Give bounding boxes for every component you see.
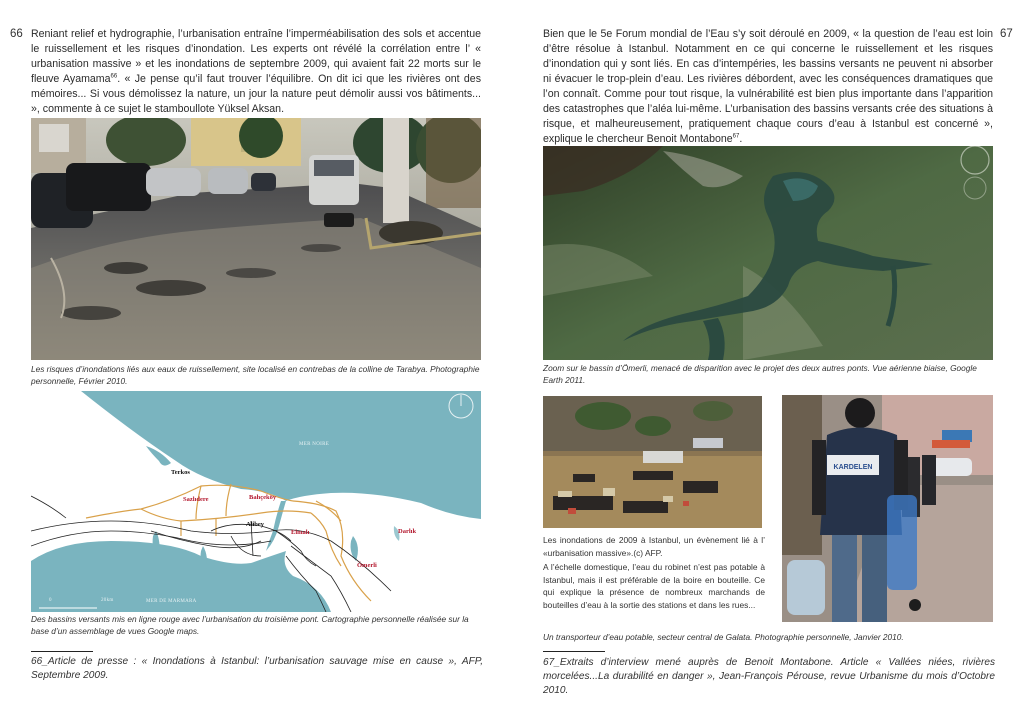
caption-omerli: Zoom sur le bassin d’Ömerli, menacé de disparition avec le projet des deux autres ponts. Vue aérienne biaise, Google Earth 2011. bbox=[543, 363, 977, 386]
caption-flooded-street: Les risques d’inondations liés aux eaux de ruissellement, site localisé en contrebas de la colline de Tarabya. Photographie personnelle, Février 2010. bbox=[31, 364, 480, 387]
footnote-ref-66[interactable]: 66 bbox=[110, 73, 118, 80]
photo-omerli-aerial bbox=[543, 146, 993, 360]
label-bahcekoy: Bahçeköy bbox=[249, 494, 277, 501]
photo-water-carrier bbox=[782, 395, 993, 622]
page-number-right: 67 bbox=[1000, 28, 1013, 40]
aerial-photo-illustration bbox=[543, 146, 993, 360]
right-paragraph-text-end: . bbox=[739, 133, 743, 145]
side-text-bottled-water: A l’échelle domestique, l’eau du robinet n’est pas potable à Istanbul, mais il est préférable de la boire en bouteille. Ce qui explique la présence de nombreux marchands de bouteilles d’eau à la sortie des stations et dans les rues... bbox=[543, 562, 765, 610]
caption-flood-2009: Les inondations de 2009 à Istanbul, un évènement lié à l’ «urbanisation massive».(c) AFP. bbox=[543, 535, 765, 558]
sea-black-sea bbox=[81, 391, 481, 519]
map-watersheds bbox=[31, 391, 481, 612]
photo-flood-2009 bbox=[543, 396, 762, 528]
label-elmali: Elmalı bbox=[291, 529, 310, 536]
footnote-rule-right bbox=[543, 651, 605, 652]
street-photo-illustration bbox=[31, 118, 481, 360]
caption-map: Des bassins versants mis en ligne rouge avec l’urbanisation du troisième pont. Cartographie personnelle réalisée sur la base d’un assemblage de vues Google maps. bbox=[31, 614, 469, 637]
scale-start: 0 bbox=[49, 598, 52, 603]
footnote-66: 66_Article de presse : « Inondations à Istanbul: l’urbanisation sauvage mise en cause », AFP, Septembre 2009. bbox=[31, 656, 483, 681]
footnote-rule-left bbox=[31, 651, 93, 652]
footnote-ref-67[interactable]: 67 bbox=[732, 133, 740, 140]
left-paragraph bbox=[31, 27, 481, 117]
label-omerli: Ömerli bbox=[357, 562, 377, 569]
label-darlik: Darlık bbox=[398, 528, 417, 535]
scale-end: 20km bbox=[101, 598, 114, 603]
caption-water-carrier: Un transporteur d’eau potable, secteur central de Galata. Photographie personnelle, Janvier 2010. bbox=[543, 632, 904, 642]
label-alibey: Alibey bbox=[246, 521, 265, 528]
label-mer-de-marmara: MER DE MARMARA bbox=[146, 599, 197, 604]
footnote-67: 67_Extraits d’interview mené auprès de Benoit Montabone. Article « Vallées niées, rivières morcelées...La durabilité en danger », Jean-François Pérouse, revue Urbanisme du mois d’Octobre 2010. bbox=[543, 657, 995, 696]
flood-photo-illustration bbox=[543, 396, 762, 528]
label-mer-noire: MER NOIRE bbox=[299, 442, 330, 447]
vest-logo: KARDELEN bbox=[833, 464, 873, 471]
page-number-left: 66 bbox=[10, 28, 23, 40]
left-paragraph-text: Reniant relief et hydrographie, l’urbanisation entraîne l’imperméabilisation des sols et accentue le ruissellement et les risques d’inondation. Les experts ont révélé la corrélation entre l’ « urbanisation massive » et les inondations de septembre 2009, qui avaient fait 22 morts sur le fleuve Ayamama bbox=[31, 28, 481, 85]
water-carrier-illustration bbox=[782, 395, 993, 622]
right-paragraph-text: Bien que le 5e Forum mondial de l’Eau s’y soit déroulé en 2009, « la question de l’eau est loin d’être résolue à Istanbul. Notamment en ce qui concerne le ruissellement et les risques d’inondation qui y sont liés. En cas d’intempéries, les bassins versants ne peuvent ni absorber ni évacuer le trop-plein d’eau. Les rivières débordent, avec les conséquences dramatiques que l’on connaît. Comme pour tout risque, la vulnérabilité est bien plus importante dans l’apparition des catastrophes que l’aléa lui-même. L’urbanisation des bassins versants crée des situations à risque, et malheureusement, pratiquement chaque cours d’eau à Istanbul est concerné », explique le chercheur Benoit Montabone bbox=[543, 28, 993, 145]
label-terkos: Terkos bbox=[171, 469, 190, 476]
left-paragraph-text-end: . « Je pense qu’il faut trouver l’équilibre. On dit ici que les rivières ont des mémoires... Si vous démolissez la nature, un jour la nature peut démolir aussi vos bâtiments... », commente à ce sujet le stamboullote Yüksel Aksan. bbox=[31, 73, 481, 115]
photo-flooded-street bbox=[31, 118, 481, 360]
label-sazlidere: Sazlıdere bbox=[183, 496, 209, 503]
map-illustration bbox=[31, 391, 481, 612]
right-paragraph bbox=[543, 27, 993, 147]
